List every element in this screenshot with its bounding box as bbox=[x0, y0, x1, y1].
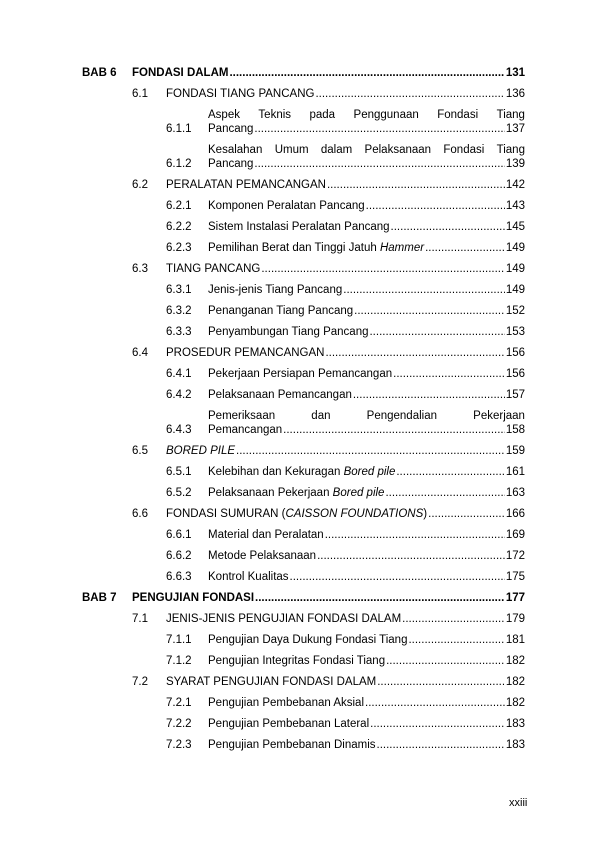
entry-page: 157 bbox=[505, 389, 525, 401]
entry-number: 6.4.1 bbox=[166, 368, 192, 380]
entry-title bbox=[208, 241, 424, 255]
entry-body bbox=[166, 87, 525, 101]
entry-page: 139 bbox=[505, 158, 525, 170]
title-text: Pelaksanaan Pekerjaan bbox=[208, 487, 333, 499]
title-italic: Bored pile bbox=[332, 487, 385, 499]
entry-title bbox=[208, 283, 342, 297]
title-text: PERALATAN PEMANCANGAN bbox=[166, 179, 326, 191]
entry-title bbox=[166, 612, 401, 626]
toc-entry[interactable] bbox=[82, 87, 525, 101]
entry-number: 6.2.1 bbox=[166, 200, 192, 212]
title-word: Tiang bbox=[496, 144, 525, 156]
entry-number: 6.4.3 bbox=[166, 424, 192, 436]
entry-body bbox=[208, 549, 525, 563]
entry-body bbox=[208, 486, 525, 500]
toc-entry[interactable] bbox=[82, 178, 525, 192]
entry-number: 6.2 bbox=[132, 179, 148, 191]
title-text: PROSEDUR PEMANCANGAN bbox=[166, 347, 325, 359]
toc-entry[interactable] bbox=[82, 388, 525, 402]
entry-title bbox=[166, 444, 235, 458]
title-word: Kesalahan bbox=[208, 144, 263, 156]
toc-entry[interactable] bbox=[82, 675, 525, 689]
dot-leader bbox=[283, 423, 505, 437]
toc-entry[interactable] bbox=[82, 465, 525, 479]
entry-number: 6.4 bbox=[132, 347, 148, 359]
dot-leader bbox=[377, 675, 505, 689]
entry-body bbox=[208, 388, 525, 402]
title-text: Pemilihan Berat dan Tinggi Jatuh bbox=[208, 242, 380, 254]
title-suffix: ) bbox=[423, 508, 428, 520]
dot-leader bbox=[255, 591, 505, 605]
dot-leader bbox=[391, 220, 505, 234]
entry-number: 6.2.3 bbox=[166, 242, 192, 254]
entry-title-line1 bbox=[208, 143, 525, 157]
dot-leader bbox=[290, 570, 505, 584]
entry-number: 6.4.2 bbox=[166, 389, 192, 401]
title-word: Fondasi bbox=[437, 109, 479, 121]
entry-body bbox=[208, 143, 525, 171]
entry-title bbox=[208, 717, 369, 731]
title-word: pada bbox=[309, 109, 336, 121]
toc-entry[interactable] bbox=[82, 304, 525, 318]
dot-leader bbox=[261, 262, 504, 276]
toc-entry[interactable] bbox=[82, 549, 525, 563]
entry-title bbox=[208, 465, 395, 479]
entry-body bbox=[208, 528, 525, 542]
entry-number: 6.5.2 bbox=[166, 487, 192, 499]
entry-title bbox=[208, 199, 365, 213]
title-word: Teknis bbox=[258, 109, 292, 121]
entry-page: 136 bbox=[505, 88, 525, 100]
title-word: Tiang bbox=[496, 109, 525, 121]
entry-title bbox=[132, 591, 254, 605]
entry-title bbox=[208, 304, 353, 318]
entry-page: 182 bbox=[505, 655, 525, 667]
entry-page: 156 bbox=[505, 347, 525, 359]
entry-page: 159 bbox=[505, 445, 525, 457]
dot-leader bbox=[325, 346, 504, 360]
entry-page: 175 bbox=[505, 571, 525, 583]
title-word: Umum bbox=[274, 144, 309, 156]
toc-entry[interactable] bbox=[82, 283, 525, 297]
toc-entry[interactable] bbox=[82, 633, 525, 647]
entry-page: 131 bbox=[505, 67, 525, 79]
entry-number: 7.1.1 bbox=[166, 634, 192, 646]
dot-leader bbox=[254, 122, 504, 136]
entry-page: 182 bbox=[505, 676, 525, 688]
entry-body bbox=[208, 465, 525, 479]
title-text: PENGUJIAN FONDASI bbox=[132, 592, 255, 604]
entry-number: 7.2 bbox=[132, 676, 148, 688]
dot-leader bbox=[428, 507, 505, 521]
entry-body bbox=[166, 262, 525, 276]
dot-leader bbox=[254, 157, 504, 171]
dot-leader bbox=[377, 738, 505, 752]
entry-title: Pemancangan bbox=[208, 424, 283, 436]
entry-title bbox=[208, 654, 385, 668]
entry-title bbox=[166, 675, 376, 689]
entry-number: BAB 6 bbox=[82, 67, 117, 79]
entry-title bbox=[166, 87, 314, 101]
title-word: Penggunaan bbox=[353, 109, 419, 121]
entry-title bbox=[208, 549, 316, 563]
entry-number: 6.1 bbox=[132, 88, 148, 100]
dot-leader bbox=[386, 654, 505, 668]
entry-body bbox=[208, 283, 525, 297]
entry-title bbox=[208, 325, 368, 339]
dot-leader bbox=[343, 283, 505, 297]
entry-number: 6.6 bbox=[132, 508, 148, 520]
entry-title-line2 bbox=[208, 157, 525, 171]
entry-page: 142 bbox=[505, 179, 525, 191]
toc-entry[interactable] bbox=[82, 528, 525, 542]
entry-number: 6.3 bbox=[132, 263, 148, 275]
toc-entry[interactable] bbox=[82, 444, 525, 458]
entry-body bbox=[208, 633, 525, 647]
dot-leader bbox=[315, 87, 504, 101]
entry-number: 6.1.1 bbox=[166, 123, 192, 135]
title-text: Pengujian Daya Dukung Fondasi Tiang bbox=[208, 634, 408, 646]
title-text: JENIS-JENIS PENGUJIAN FONDASI DALAM bbox=[166, 613, 402, 625]
dot-leader bbox=[370, 717, 505, 731]
title-word: Aspek bbox=[208, 109, 240, 121]
title-word: Pekerjaan bbox=[473, 410, 525, 422]
entry-number: 6.6.2 bbox=[166, 550, 192, 562]
toc-entry[interactable] bbox=[82, 570, 525, 584]
entry-number: 6.6.3 bbox=[166, 571, 192, 583]
entry-title-line1 bbox=[208, 409, 525, 423]
toc-entry[interactable] bbox=[82, 507, 525, 521]
title-text: Sistem Instalasi Peralatan Pancang bbox=[208, 221, 390, 233]
entry-title-line2 bbox=[208, 122, 525, 136]
entry-title bbox=[208, 633, 407, 647]
entry-title bbox=[208, 367, 392, 381]
entry-title bbox=[166, 346, 324, 360]
dot-leader bbox=[236, 444, 505, 458]
title-text: Pelaksanaan Pemancangan bbox=[208, 389, 352, 401]
entry-body bbox=[208, 241, 525, 255]
entry-title-line1 bbox=[208, 108, 525, 122]
entry-page: 163 bbox=[505, 487, 525, 499]
entry-body bbox=[166, 507, 525, 521]
toc-entry[interactable] bbox=[82, 717, 525, 731]
entry-page: 177 bbox=[505, 592, 525, 604]
entry-title bbox=[208, 486, 384, 500]
entry-body bbox=[132, 66, 525, 80]
title-text: Penyambungan Tiang Pancang bbox=[208, 326, 369, 338]
entry-page: 143 bbox=[505, 200, 525, 212]
dot-leader bbox=[408, 633, 504, 647]
entry-page: 137 bbox=[505, 123, 525, 135]
dot-leader bbox=[327, 178, 505, 192]
table-of-contents bbox=[82, 66, 525, 759]
entry-title bbox=[166, 507, 427, 521]
entry-page: 153 bbox=[505, 326, 525, 338]
entry-number: 6.3.2 bbox=[166, 305, 192, 317]
toc-entry[interactable] bbox=[82, 346, 525, 360]
toc-entry[interactable] bbox=[82, 654, 525, 668]
entry-number: 6.2.2 bbox=[166, 221, 192, 233]
toc-entry[interactable] bbox=[82, 612, 525, 626]
entry-page: 179 bbox=[505, 613, 525, 625]
entry-number: 6.1.2 bbox=[166, 158, 192, 170]
title-text: Komponen Peralatan Pancang bbox=[208, 200, 365, 212]
entry-page: 149 bbox=[505, 284, 525, 296]
title-text: Pengujian Pembebanan Dinamis bbox=[208, 739, 376, 751]
dot-leader bbox=[229, 66, 504, 80]
entry-page: 152 bbox=[505, 305, 525, 317]
dot-leader bbox=[325, 528, 505, 542]
entry-title bbox=[208, 220, 390, 234]
entry-title: Pancang bbox=[208, 123, 254, 135]
toc-entry[interactable] bbox=[82, 486, 525, 500]
title-text: Pengujian Pembebanan Lateral bbox=[208, 718, 370, 730]
title-italic: CAISSON FOUNDATIONS bbox=[285, 508, 424, 520]
title-text: Kelebihan dan Kekuragan bbox=[208, 466, 344, 478]
entry-number: 7.1 bbox=[132, 613, 148, 625]
toc-entry[interactable] bbox=[82, 409, 525, 437]
title-text: FONDASI DALAM bbox=[132, 67, 229, 79]
entry-body bbox=[208, 367, 525, 381]
entry-number: 6.6.1 bbox=[166, 529, 192, 541]
dot-leader bbox=[317, 549, 505, 563]
dot-leader bbox=[369, 325, 504, 339]
entry-page: 158 bbox=[505, 424, 525, 436]
entry-page: 145 bbox=[505, 221, 525, 233]
toc-entry[interactable] bbox=[82, 108, 525, 136]
entry-number: 7.2.2 bbox=[166, 718, 192, 730]
entry-page: 183 bbox=[505, 739, 525, 751]
toc-entry[interactable] bbox=[82, 367, 525, 381]
title-italic: BORED PILE bbox=[166, 445, 236, 457]
entry-title bbox=[208, 738, 376, 752]
entry-page: 161 bbox=[505, 466, 525, 478]
title-word: Pelaksanaan bbox=[364, 144, 432, 156]
toc-entry[interactable] bbox=[82, 325, 525, 339]
entry-title: Pancang bbox=[208, 158, 254, 170]
dot-leader bbox=[402, 612, 505, 626]
entry-page: 149 bbox=[505, 263, 525, 275]
entry-page: 166 bbox=[505, 508, 525, 520]
entry-body bbox=[208, 108, 525, 136]
toc-entry[interactable] bbox=[82, 199, 525, 213]
toc-entry[interactable] bbox=[82, 262, 525, 276]
page-number: xxiii bbox=[509, 797, 528, 809]
entry-number: BAB 7 bbox=[82, 592, 117, 604]
dot-leader bbox=[396, 465, 504, 479]
entry-page: 182 bbox=[505, 697, 525, 709]
entry-number: 7.1.2 bbox=[166, 655, 192, 667]
dot-leader bbox=[425, 241, 505, 255]
entry-body bbox=[166, 346, 525, 360]
title-italic: Hammer bbox=[379, 242, 425, 254]
entry-number: 6.3.1 bbox=[166, 284, 192, 296]
title-text: Pekerjaan Persiapan Pemancangan bbox=[208, 368, 393, 380]
entry-page: 169 bbox=[505, 529, 525, 541]
toc-entry[interactable] bbox=[82, 696, 525, 710]
entry-title bbox=[208, 696, 364, 710]
title-text: FONDASI TIANG PANCANG bbox=[166, 88, 315, 100]
entry-number: 7.2.1 bbox=[166, 697, 192, 709]
title-word: Fondasi bbox=[443, 144, 485, 156]
toc-chapter[interactable] bbox=[82, 66, 525, 80]
dot-leader bbox=[385, 486, 504, 500]
entry-body bbox=[208, 220, 525, 234]
entry-body bbox=[208, 738, 525, 752]
entry-body bbox=[208, 325, 525, 339]
dot-leader bbox=[354, 304, 505, 318]
entry-title bbox=[208, 388, 352, 402]
entry-body bbox=[208, 696, 525, 710]
entry-title-line2 bbox=[208, 423, 525, 437]
toc-entry[interactable] bbox=[82, 143, 525, 171]
entry-title bbox=[208, 528, 324, 542]
entry-title bbox=[166, 262, 260, 276]
entry-page: 172 bbox=[505, 550, 525, 562]
title-word: Pengendalian bbox=[366, 410, 437, 422]
entry-body bbox=[208, 570, 525, 584]
title-text: Pengujian Pembebanan Aksial bbox=[208, 697, 365, 709]
entry-title bbox=[166, 178, 326, 192]
entry-page: 149 bbox=[505, 242, 525, 254]
dot-leader bbox=[353, 388, 505, 402]
entry-title bbox=[132, 66, 228, 80]
title-text: FONDASI SUMURAN ( bbox=[166, 508, 286, 520]
entry-number: 6.3.3 bbox=[166, 326, 192, 338]
toc-entry[interactable] bbox=[82, 220, 525, 234]
entry-body bbox=[208, 199, 525, 213]
entry-page: 156 bbox=[505, 368, 525, 380]
dot-leader bbox=[366, 199, 505, 213]
title-text: SYARAT PENGUJIAN FONDASI DALAM bbox=[166, 676, 377, 688]
title-text: Jenis-jenis Tiang Pancang bbox=[208, 284, 343, 296]
title-word: dalam bbox=[320, 144, 353, 156]
entry-title bbox=[208, 570, 289, 584]
entry-body bbox=[166, 612, 525, 626]
entry-page: 181 bbox=[505, 634, 525, 646]
title-text: Pengujian Integritas Fondasi Tiang bbox=[208, 655, 386, 667]
entry-number: 6.5 bbox=[132, 445, 148, 457]
title-word: Pemeriksaan bbox=[208, 410, 276, 422]
toc-entry[interactable] bbox=[82, 241, 525, 255]
entry-body bbox=[166, 178, 525, 192]
title-text: Penanganan Tiang Pancang bbox=[208, 305, 354, 317]
title-italic: Bored pile bbox=[343, 466, 396, 478]
title-word: dan bbox=[311, 410, 331, 422]
dot-leader bbox=[393, 367, 505, 381]
dot-leader bbox=[365, 696, 505, 710]
entry-number: 7.2.3 bbox=[166, 739, 192, 751]
toc-entry[interactable] bbox=[82, 738, 525, 752]
toc-chapter[interactable] bbox=[82, 591, 525, 605]
title-text: Metode Pelaksanaan bbox=[208, 550, 317, 562]
entry-number: 6.5.1 bbox=[166, 466, 192, 478]
entry-body bbox=[208, 717, 525, 731]
title-text: TIANG PANCANG bbox=[166, 263, 261, 275]
entry-body bbox=[208, 409, 525, 437]
entry-body bbox=[208, 654, 525, 668]
entry-body bbox=[166, 675, 525, 689]
entry-body bbox=[132, 591, 525, 605]
entry-body bbox=[166, 444, 525, 458]
title-text: Kontrol Kualitas bbox=[208, 571, 289, 583]
entry-body bbox=[208, 304, 525, 318]
title-text: Material dan Peralatan bbox=[208, 529, 324, 541]
entry-page: 183 bbox=[505, 718, 525, 730]
